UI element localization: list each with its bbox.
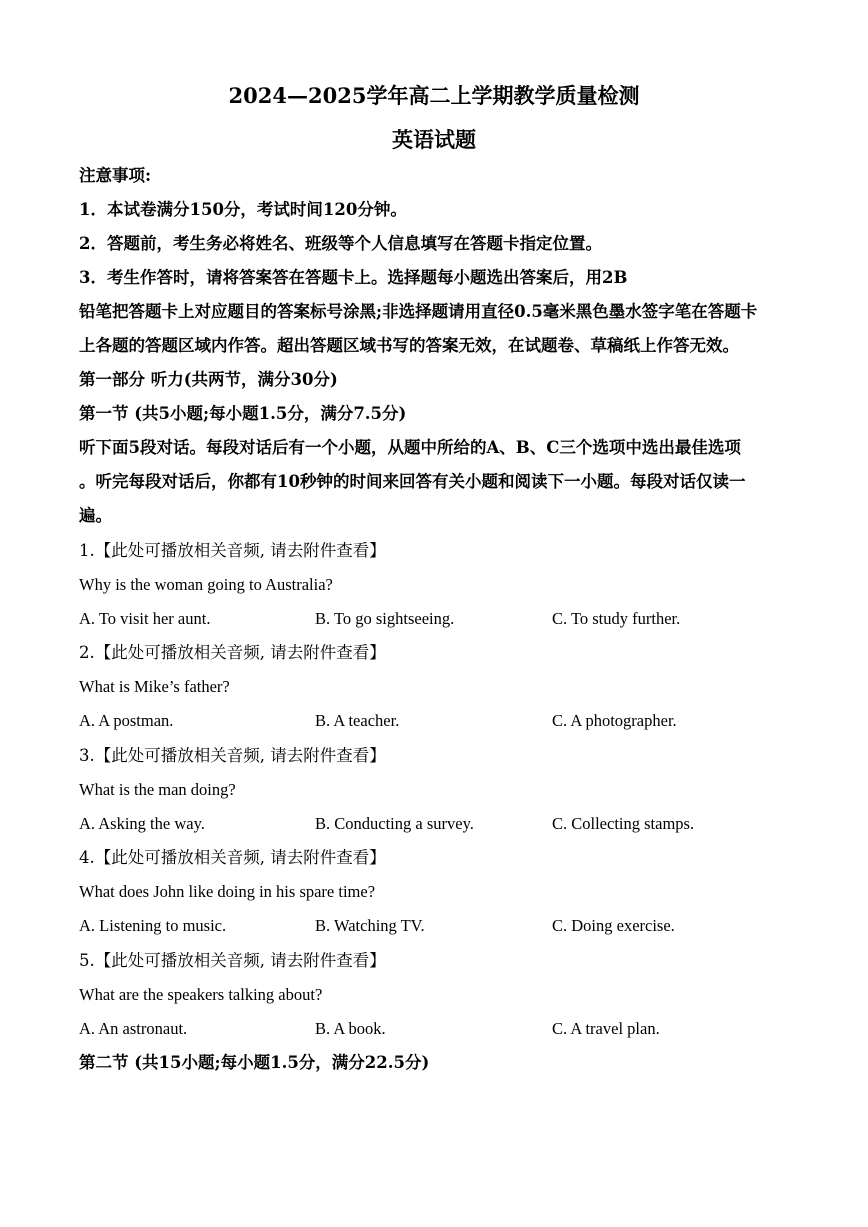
notice-item-3-line-3: 上各题的答题区域内作答。超出答题区域书写的答案无效，在试题卷、草稿纸上作答无效。 bbox=[79, 336, 739, 355]
question-1-audio-label: 1.【此处可播放相关音频, 请去附件查看】 bbox=[79, 541, 386, 560]
notice-item-3-line-1: 3．考生作答时，请将答案答在答题卡上。选择题每小题选出答案后，用2B bbox=[79, 268, 628, 287]
question-5-option-b: B. A book. bbox=[315, 1019, 386, 1038]
question-2-option-a: A. A postman. bbox=[79, 711, 174, 730]
instructions-line-2: 。听完每段对话后，你都有10秒钟的时间来回答有关小题和阅读下一小题。每段对话仅读一 bbox=[79, 472, 746, 491]
question-5-audio-label: 5.【此处可播放相关音频, 请去附件查看】 bbox=[79, 951, 386, 970]
question-3-option-a: A. Asking the way. bbox=[79, 814, 205, 833]
section2-heading: 第二节 (共15小题;每小题1.5分，满分22.5分) bbox=[79, 1053, 430, 1072]
instructions-line-3: 遍。 bbox=[79, 506, 112, 525]
question-1-option-c: C. To study further. bbox=[552, 609, 681, 628]
notice-item-1: 1．本试卷满分150分，考试时间120分钟。 bbox=[79, 200, 407, 219]
question-4-option-a: A. Listening to music. bbox=[79, 916, 227, 935]
instructions-line-1: 听下面5段对话。每段对话后有一个小题，从题中所给的A、B、C三个选项中选出最佳选项 bbox=[79, 438, 741, 457]
notice-heading: 注意事项: bbox=[79, 166, 152, 185]
question-3-option-b: B. Conducting a survey. bbox=[315, 814, 474, 833]
question-1-option-a: A. To visit her aunt. bbox=[79, 609, 211, 628]
part1-heading: 第一部分 听力(共两节，满分30分) bbox=[79, 370, 338, 389]
question-5-option-c: C. A travel plan. bbox=[552, 1019, 660, 1038]
question-3-audio-label: 3.【此处可播放相关音频, 请去附件查看】 bbox=[79, 746, 386, 765]
question-3-text: What is the man doing? bbox=[79, 780, 236, 799]
notice-item-3-line-2: 铅笔把答题卡上对应题目的答案标号涂黑;非选择题请用直径0.5毫米黑色墨水签字笔在答题卡 bbox=[79, 302, 758, 321]
question-4-option-b: B. Watching TV. bbox=[315, 916, 425, 935]
question-4-audio-label: 4.【此处可播放相关音频, 请去附件查看】 bbox=[79, 848, 386, 867]
question-2-option-b: B. A teacher. bbox=[315, 711, 400, 730]
question-5-text: What are the speakers talking about? bbox=[79, 985, 323, 1004]
question-1-text: Why is the woman going to Australia? bbox=[79, 575, 333, 594]
question-2-option-c: C. A photographer. bbox=[552, 711, 677, 730]
question-4-option-c: C. Doing exercise. bbox=[552, 916, 675, 935]
question-5-option-a: A. An astronaut. bbox=[79, 1019, 188, 1038]
question-2-audio-label: 2.【此处可播放相关音频, 请去附件查看】 bbox=[79, 643, 386, 662]
notice-item-2: 2．答题前，考生务必将姓名、班级等个人信息填写在答题卡指定位置。 bbox=[79, 234, 602, 253]
exam-title: 2024—2025学年高二上学期教学质量检测 bbox=[228, 83, 640, 108]
question-1-option-b: B. To go sightseeing. bbox=[315, 609, 455, 628]
question-3-option-c: C. Collecting stamps. bbox=[552, 814, 695, 833]
section1-heading: 第一节 (共5小题;每小题1.5分，满分7.5分) bbox=[79, 404, 407, 423]
question-4-text: What does John like doing in his spare time? bbox=[79, 882, 376, 901]
question-2-text: What is Mike’s father? bbox=[79, 677, 230, 696]
exam-subtitle: 英语试题 bbox=[392, 127, 476, 152]
